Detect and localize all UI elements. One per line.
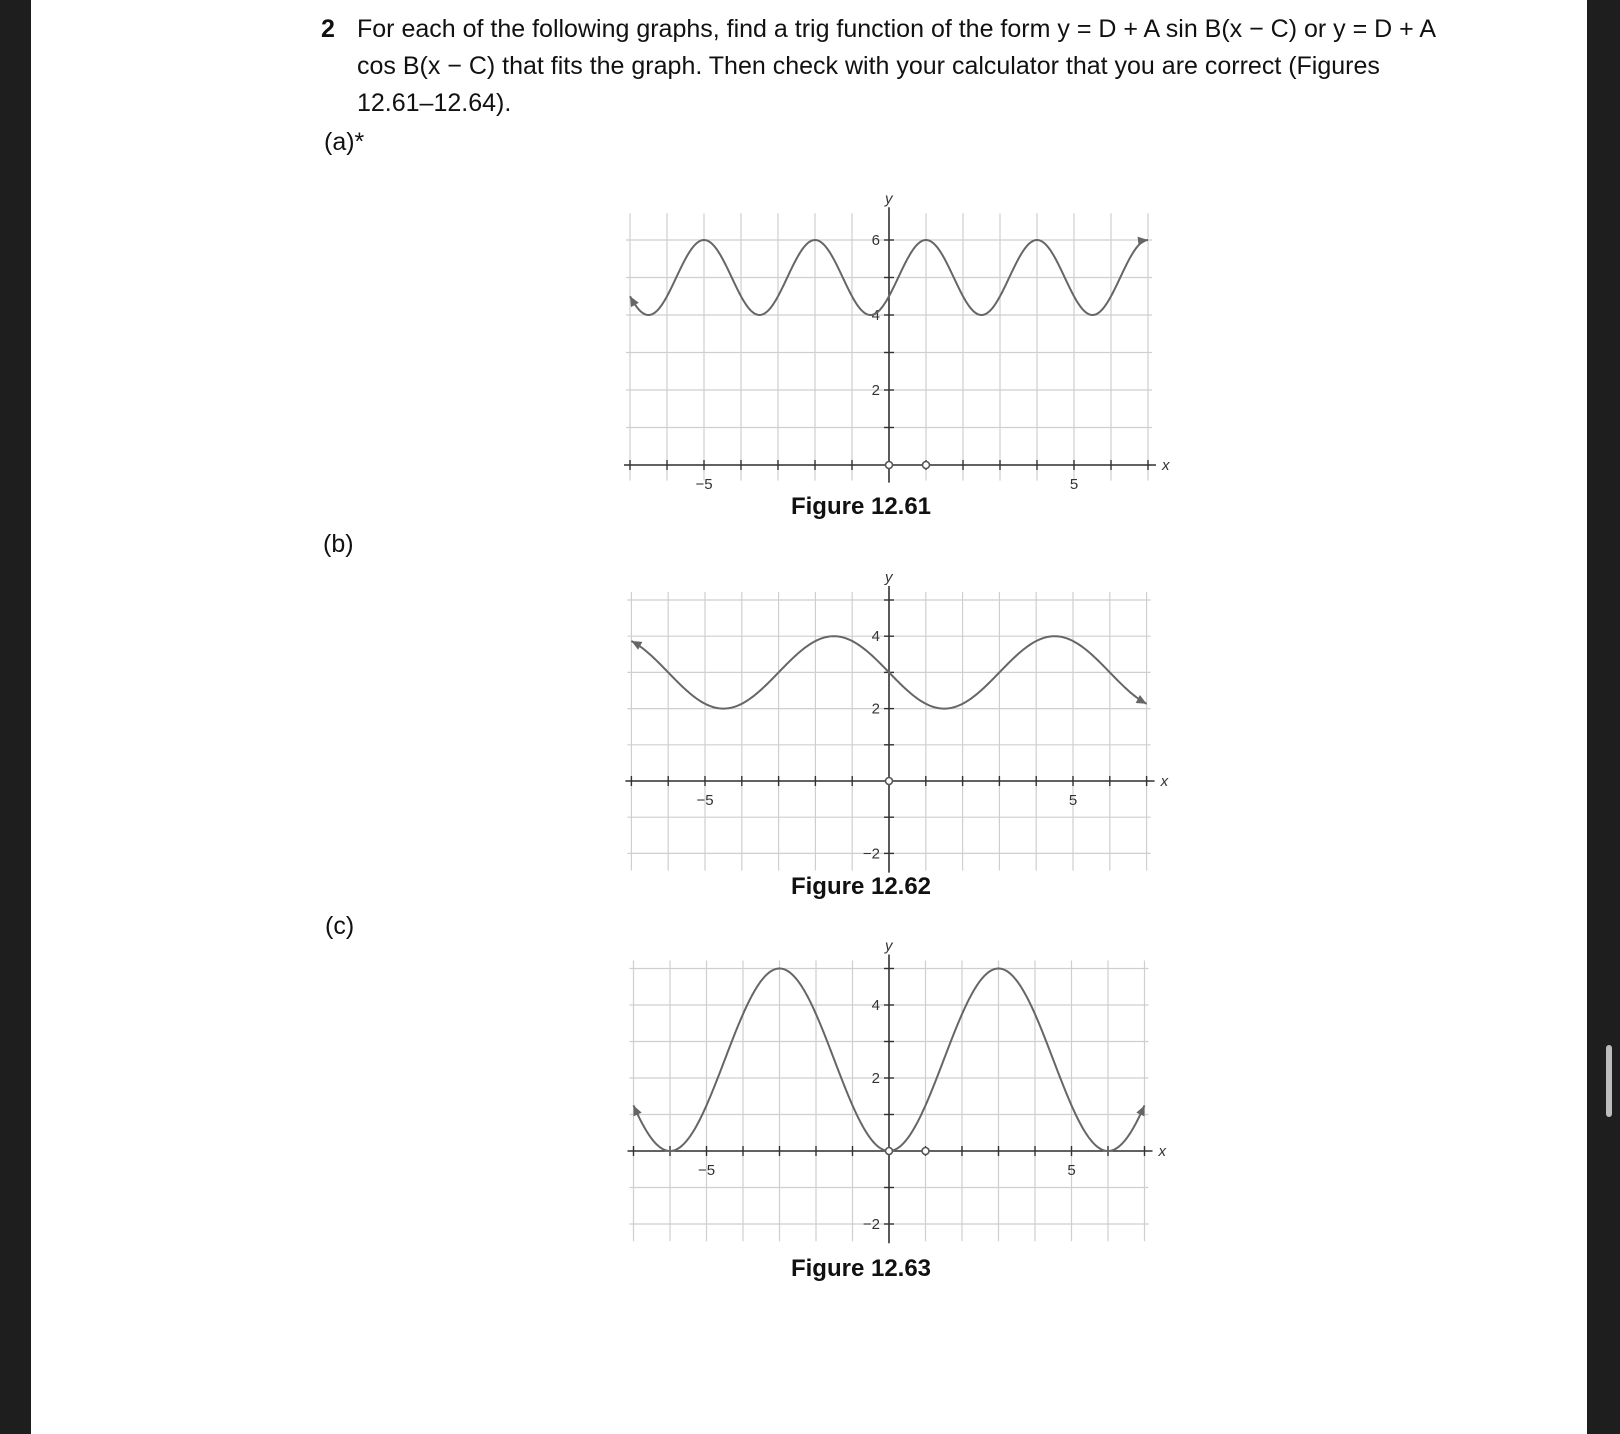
marked-point xyxy=(922,1148,929,1155)
x-tick-label: −5 xyxy=(697,1162,716,1179)
y-tick-label: 4 xyxy=(871,628,880,646)
x-tick-label: −5 xyxy=(695,476,713,493)
part-a-label: (a)* xyxy=(324,128,365,156)
y-axis-label: y xyxy=(885,937,893,955)
marked-point xyxy=(923,462,930,469)
figure-12-61-caption: Figure 12.61 xyxy=(790,493,932,520)
part-b-label: (b) xyxy=(323,530,354,558)
y-axis-label: y xyxy=(885,190,893,208)
curve-arrowhead xyxy=(1136,695,1147,704)
part-c-label: (c) xyxy=(325,912,355,940)
document-page xyxy=(31,0,1587,1434)
figure-12-63-graph xyxy=(576,937,1176,1253)
marked-point xyxy=(886,1148,893,1155)
x-tick-label: 5 xyxy=(1069,476,1079,493)
x-tick-label: 5 xyxy=(1068,792,1078,809)
x-axis-label: x xyxy=(1162,457,1170,474)
marked-point xyxy=(886,778,893,785)
y-tick-label: 2 xyxy=(871,382,880,399)
figure-12-61-graph xyxy=(571,175,1171,495)
x-tick-label: −5 xyxy=(696,792,714,809)
y-tick-label: 4 xyxy=(871,997,880,1014)
y-tick-label: −2 xyxy=(862,1216,880,1233)
y-tick-label: −2 xyxy=(862,845,880,863)
marked-point xyxy=(886,462,893,469)
scrollbar-thumb[interactable] xyxy=(1606,1045,1612,1117)
figure-12-62-caption: Figure 12.62 xyxy=(790,873,932,900)
y-tick-label: 6 xyxy=(871,232,880,249)
figure-12-62-graph xyxy=(576,563,1176,873)
problem-number: 2 xyxy=(321,15,335,43)
y-axis-label: y xyxy=(885,569,893,586)
curve-arrowhead xyxy=(631,641,642,650)
problem-statement xyxy=(321,11,1451,122)
x-axis-label: x xyxy=(1158,1143,1166,1160)
y-tick-label: 2 xyxy=(871,1070,880,1087)
y-tick-label: 2 xyxy=(871,700,880,718)
x-axis-label: x xyxy=(1160,773,1169,790)
figure-12-63-caption: Figure 12.63 xyxy=(790,1255,932,1282)
x-tick-label: 5 xyxy=(1067,1162,1076,1179)
y-tick-label: 4 xyxy=(871,307,880,324)
problem-body: For each of the following graphs, find a trig function of the form y = D + A sin B(x − C) or y = D + A cos B(x − C) that fits the graph. Then check with your calculator that you are correct (Figures 12.61–12.64). xyxy=(357,15,1435,117)
curve-arrowhead xyxy=(630,296,639,307)
